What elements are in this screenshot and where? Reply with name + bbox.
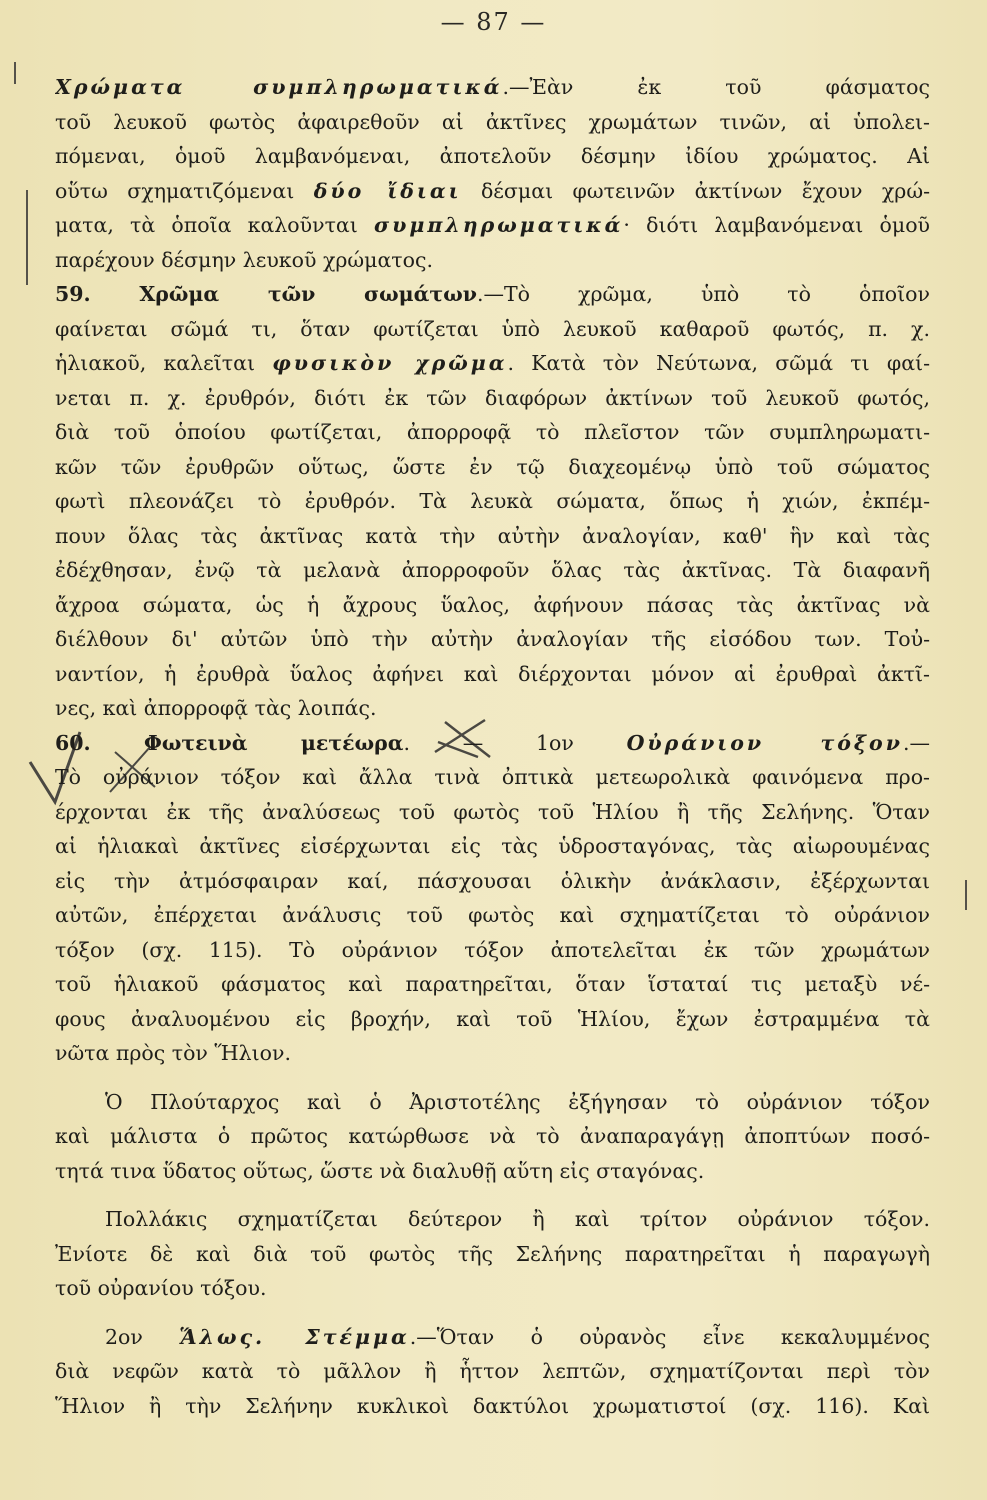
text-line (55, 1119, 930, 1154)
text-run: παρέχουν δέσμην λευκοῦ χρώματος. (55, 247, 433, 272)
text-run: καὶ μάλιστα ὁ πρῶτος κατώρθωσε νὰ τὸ ἀναπαραγάγῃ ἀποπτύων ποσό- (55, 1124, 930, 1148)
emphasized-term: 60. Φωτεινὰ μετέωρα (55, 730, 404, 755)
text-line (55, 415, 930, 450)
text-run: οὕτω σχηματιζόμεναι (55, 178, 314, 203)
text-line (55, 760, 930, 795)
text-line (55, 1002, 930, 1037)
emphasized-term: Ἅλως. Στέμμα (179, 1324, 410, 1349)
emphasized-term: φυσικὸν χρῶμα (272, 351, 508, 375)
emphasized-term: συμπληρωματικά (373, 213, 624, 237)
text-line (55, 70, 930, 105)
body-text (55, 70, 930, 1423)
margin-mark-right (965, 880, 967, 910)
paragraph-gap (55, 1188, 930, 1202)
text-run: νῶτα πρὸς τὸν Ἥλιον. (55, 1041, 292, 1065)
text-run: φωτὶ πλεονάζει τὸ ἐρυθρόν. Τὰ λευκὰ σώματα, ὅπως ἡ χιών, ἐκπέμ- (55, 489, 930, 513)
text-line (55, 795, 930, 830)
text-run: Ἐνίοτε δὲ καὶ διὰ τοῦ φωτὸς τῆς Σελήνης παρατηρεῖται ἡ παραγωγὴ (55, 1241, 930, 1266)
text-line (55, 139, 930, 174)
text-run: κῶν τῶν ἐρυθρῶν οὕτως, ὥστε ἐν τῷ διαχεομένῳ ὑπὸ τοῦ σώματος (55, 454, 930, 479)
text-line (55, 484, 930, 519)
text-run: τοῦ ἡλιακοῦ φάσματος καὶ παρατηρεῖται, ὅταν ἵσταταί τις μεταξὺ νέ- (55, 972, 930, 996)
emphasized-term: Οὐράνιον τόξον (626, 730, 903, 755)
text-run: εἰς τὴν ἀτμόσφαιραν καί, πάσχουσαι ὁλικὴν ἀνάκλασιν, ἐξέρχωνται (55, 868, 930, 893)
text-line (55, 1154, 930, 1189)
text-run: .—Τὸ χρῶμα, ὑπὸ τὸ ὁποῖον (476, 282, 930, 306)
emphasized-term: Χρώματα συμπληρωματικά (55, 75, 503, 99)
text-run: ἄχροα σώματα, ὡς ἡ ἄχρους ὕαλος, ἀφήνουν πάσας τὰς ἀκτῖνας νὰ (55, 592, 930, 617)
text-line (55, 829, 930, 864)
text-run: . — 1ον (403, 730, 627, 755)
text-run: τητά τινα ὕδατος οὕτως, ὥστε νὰ διαλυθῇ αὕτη εἰς σταγόνας. (55, 1158, 705, 1183)
text-line (55, 657, 930, 692)
text-run: αἱ ἡλιακαὶ ἀκτῖνες εἰσέρχωνται εἰς τὰς ὑδροσταγόνας, τὰς αἰωρουμένας (55, 834, 930, 858)
page-number: — 87 — (440, 8, 547, 36)
text-run: πόμεναι, ὁμοῦ λαμβανόμεναι, ἀποτελοῦν δέσμην ἰδίου χρώματος. Αἱ (55, 144, 930, 168)
text-line (55, 967, 930, 1002)
paragraph-gap (55, 1071, 930, 1085)
text-run: ἐδέχθησαν, ἐνῷ τὰ μελανὰ ἀπορροφοῦν ὅλας τὰς ἀκτῖνας. Τὰ διαφανῆ (55, 558, 930, 582)
text-run: νες, καὶ ἀπορροφᾷ τὰς λοιπάς. (55, 696, 377, 720)
text-line (55, 174, 930, 209)
text-run: Ἥλιον ἢ τὴν Σελήνην κυκλικοὶ δακτύλοι χρωματιστοί (σχ. 116). Καὶ (55, 1393, 930, 1418)
text-line (55, 450, 930, 485)
text-line (55, 312, 930, 347)
text-run: · διότι λαμβανόμεναι ὁμοῦ (623, 213, 930, 237)
text-run: τόξον (σχ. 115). Τὸ οὐράνιον τόξον ἀποτελεῖται ἐκ τῶν χρωμάτων (55, 937, 930, 962)
text-line (55, 1320, 930, 1355)
text-line (55, 1085, 930, 1120)
text-run: .—Ἐὰν ἐκ τοῦ φάσματος (502, 75, 930, 99)
text-run: Τὸ οὐράνιον τόξον καὶ ἄλλα τινὰ ὀπτικὰ μετεωρολικὰ φαινόμενα προ- (55, 765, 930, 789)
text-run: τοῦ λευκοῦ φωτὸς ἀφαιρεθοῦν αἱ ἀκτῖνες χρωμάτων τινῶν, αἱ ὑπολει- (55, 109, 930, 134)
margin-mark-top (14, 62, 16, 84)
text-run: πουν ὅλας τὰς ἀκτῖνας κατὰ τὴν αὐτὴν ἀναλογίαν, καθ' ἣν καὶ τὰς (55, 523, 930, 548)
text-run: ἡλιακοῦ, καλεῖται (55, 351, 273, 375)
emphasized-term: 59. Χρῶμα τῶν σωμάτων (55, 282, 477, 306)
text-line (55, 346, 930, 381)
text-run: . Κατὰ τὸν Νεύτωνα, σῶμά τι φαί- (507, 351, 930, 375)
text-run: αὐτῶν, ἐπέρχεται ἀνάλυσις τοῦ φωτὸς καὶ σχηματίζεται τὸ οὐράνιον (55, 903, 930, 927)
text-run: δέσμαι φωτεινῶν ἀκτίνων ἔχουν χρώ- (461, 178, 930, 203)
text-line (55, 381, 930, 416)
text-line (55, 622, 930, 657)
text-run: .—Ὅταν ὁ οὐρανὸς εἶνε κεκαλυμμένος (409, 1324, 930, 1349)
text-line (55, 519, 930, 554)
text-run: ναντίον, ἡ ἐρυθρὰ ὕαλος ἀφήνει καὶ διέρχονται μόνον αἱ ἐρυθραὶ ἀκτῖ- (55, 661, 930, 686)
text-run: φαίνεται σῶμά τι, ὅταν φωτίζεται ὑπὸ λευκοῦ καθαροῦ φωτός, π. χ. (55, 316, 930, 341)
text-run: .— (902, 730, 930, 755)
text-run: έρχονται ἐκ τῆς ἀναλύσεως τοῦ φωτὸς τοῦ Ἡλίου ἢ τῆς Σελήνης. Ὅταν (55, 799, 930, 824)
text-run: φους ἀναλυομένου εἰς βροχήν, καὶ τοῦ Ἡλίου, ἔχων ἐστραμμένα τὰ (55, 1006, 930, 1031)
text-line (55, 691, 930, 726)
text-line (55, 864, 930, 899)
text-line (55, 1202, 930, 1237)
text-run: τοῦ οὐρανίου τόξου. (55, 1276, 267, 1300)
text-line (55, 105, 930, 140)
text-line (55, 1237, 930, 1272)
text-line (55, 898, 930, 933)
text-run: διέλθουν δι' αὐτῶν ὑπὸ τὴν αὐτὴν ἀναλογίαν τῆς εἰσόδου των. Τοὐ- (55, 627, 930, 651)
text-run: 2ον (105, 1324, 180, 1349)
text-run: Πολλάκις σχηματίζεται δεύτερον ἢ καὶ τρίτον οὐράνιον τόξον. (105, 1207, 930, 1231)
text-line (55, 1271, 930, 1306)
text-line (55, 208, 930, 243)
text-run: ματα, τὰ ὁποῖα καλοῦνται (55, 213, 374, 237)
text-run: διὰ νεφῶν κατὰ τὸ μᾶλλον ἢ ἧττον λεπτῶν, σχηματίζονται περὶ τὸν (55, 1359, 930, 1383)
text-run: διὰ τοῦ ὁποίου φωτίζεται, ἀπορροφᾷ τὸ πλεῖστον τῶν συμπληρωματι- (55, 420, 930, 444)
text-line (55, 933, 930, 968)
emphasized-term: δύο ἴδιαι (313, 178, 462, 203)
paragraph-gap (55, 1306, 930, 1320)
text-line (55, 553, 930, 588)
text-line (55, 726, 930, 761)
text-line (55, 1354, 930, 1389)
text-run: νεται π. χ. ἐρυθρόν, διότι ἐκ τῶν διαφόρων ἀκτίνων τοῦ λευκοῦ φωτός, (55, 385, 930, 410)
text-run: Ὁ Πλούταρχος καὶ ὁ Ἀριστοτέλης ἐξήγησαν τὸ οὐράνιον τόξον (105, 1089, 930, 1114)
margin-bar-left (26, 190, 28, 285)
text-line (55, 243, 930, 278)
text-line (55, 588, 930, 623)
text-line (55, 277, 930, 312)
text-line (55, 1036, 930, 1071)
text-line (55, 1389, 930, 1424)
